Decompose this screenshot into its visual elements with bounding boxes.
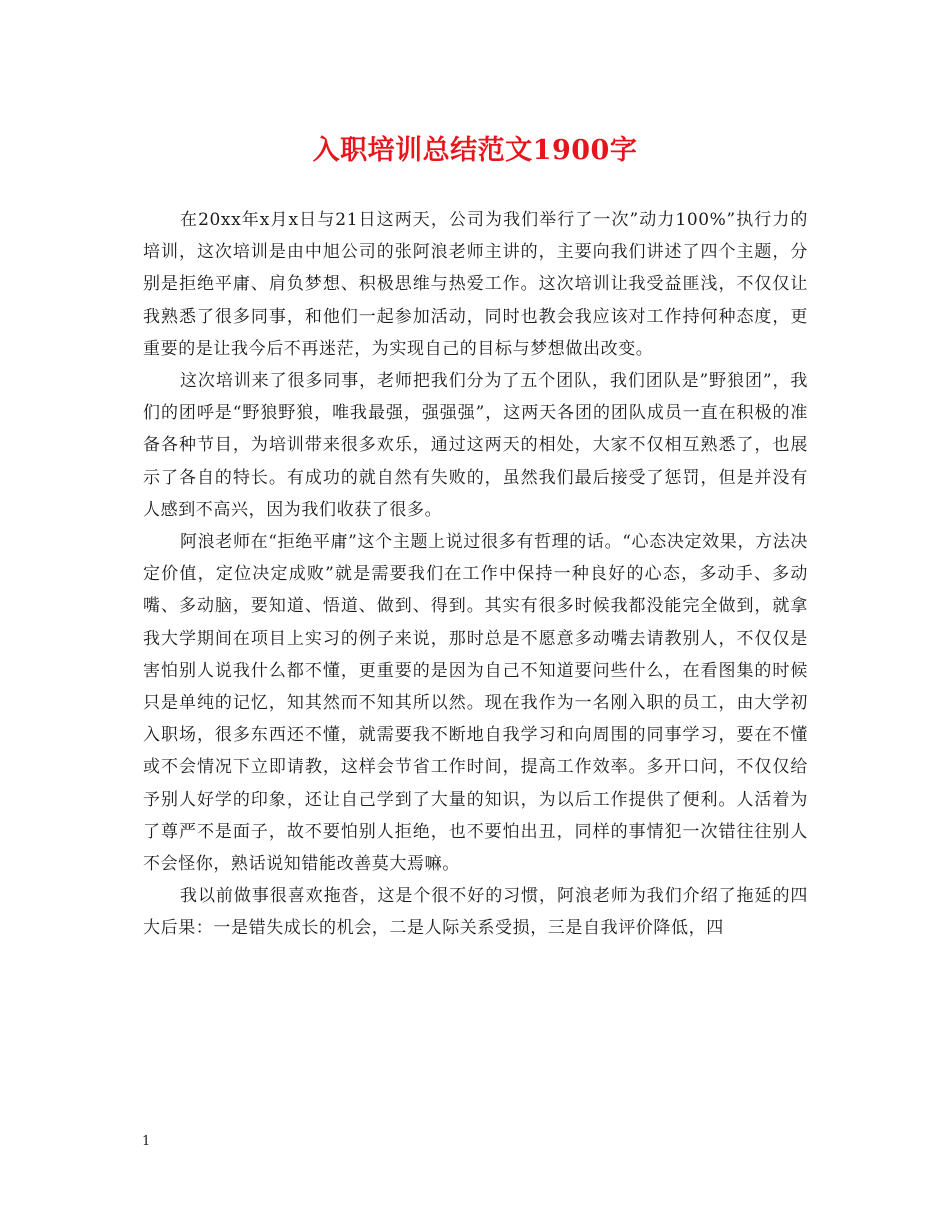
- document-body: [143, 204, 808, 945]
- paragraph-2: 这次培训来了很多同事，老师把我们分为了五个团队，我们团队是”野狼团”，我们的团呼是“野狼野狼，唯我最强，强强强”，这两天各团的团队成员一直在积极的准备各种节目，为培训带来很多欢乐，通过这两天的相处，大家不仅相互熟悉了，也展示了各自的特长。有成功的就自然有失败的，虽然我们最后接受了惩罚，但是并没有人感到不高兴，因为我们收获了很多。: [143, 371, 808, 520]
- paragraph-4: 我以前做事很喜欢拖沓，这是个很不好的习惯，阿浪老师为我们介绍了拖延的四大后果：一是错失成长的机会，二是人际关系受损，三是自我评价降低，四: [143, 886, 808, 939]
- page-number: 1: [142, 1134, 151, 1149]
- paragraph-1: 在20xx年x月x日与21日这两天，公司为我们举行了一次”动力100%”执行力的培训，这次培训是由中旭公司的张阿浪老师主讲的，主要向我们讲述了四个主题，分别是拒绝平庸、肩负梦想、积极思维与热爱工作。这次培训让我受益匪浅，不仅仅让我熟悉了很多同事，和他们一起参加活动，同时也教会我应该对工作持何种态度，更重要的是让我今后不再迷茫，为实现自己的目标与梦想做出改变。: [143, 210, 808, 359]
- document-title: 入职培训总结范文1900字: [312, 135, 638, 166]
- paragraph-3: 阿浪老师在“拒绝平庸”这个主题上说过很多有哲理的话。“心态决定效果，方法决定价值，定位决定成败”就是需要我们在工作中保持一种良好的心态，多动手、多动嘴、多动脑，要知道、悟道、做到、得到。其实有很多时候我都没能完全做到，就拿我大学期间在项目上实习的例子来说，那时总是不愿意多动嘴去请教别人，不仅仅是害怕别人说我什么都不懂，更重要的是因为自己不知道要问些什么，在看图集的时候只是单纯的记忆，知其然而不知其所以然。现在我作为一名刚入职的员工，由大学初入职场，很多东西还不懂，就需要我不断地自我学习和向周围的同事学习，要在不懂或不会情况下立即请教，这样会节省工作时间，提高工作效率。多开口问，不仅仅给予别人好学的印象，还让自己学到了大量的知识，为以后工作提供了便利。人活着为了尊严不是面子，故不要怕别人拒绝，也不要怕出丑，同样的事情犯一次错往往别人不会怪你，熟话说知错能改善莫大焉嘛。: [143, 532, 808, 875]
